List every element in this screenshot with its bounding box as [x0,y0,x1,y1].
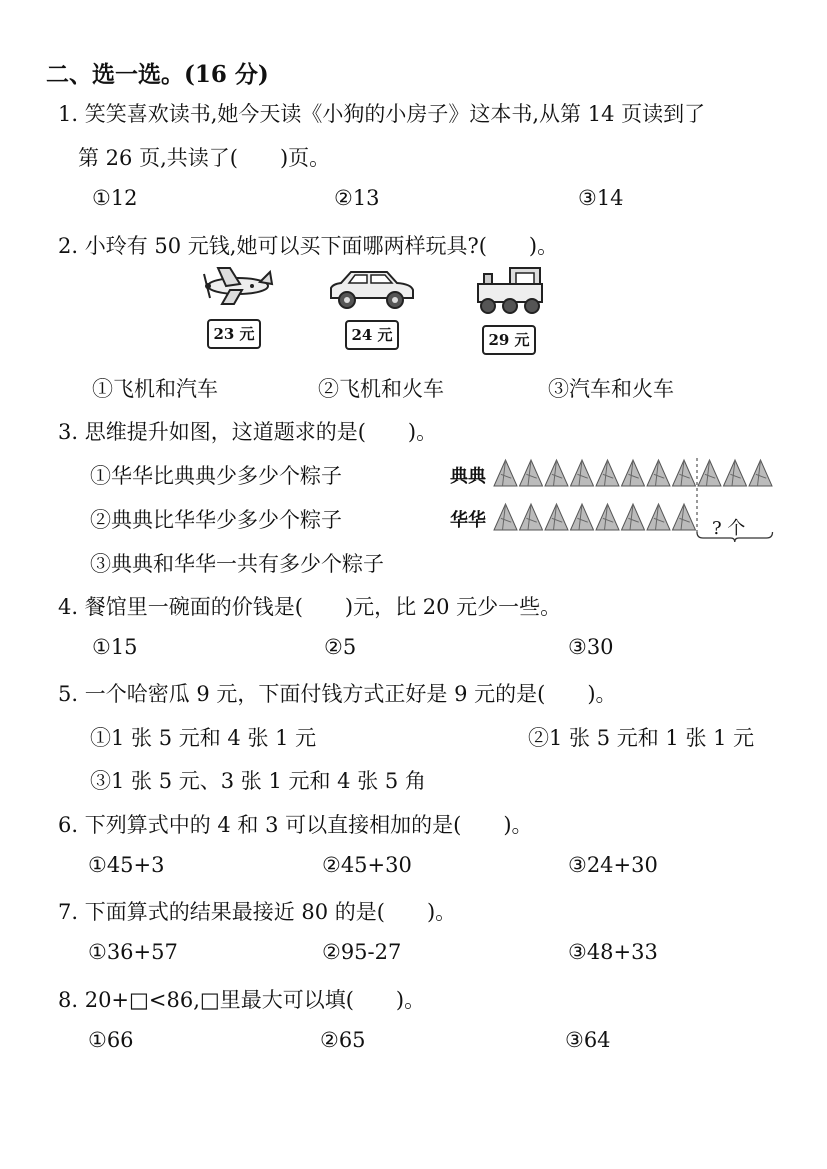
question-6-option-2[interactable]: ②45+30 [322,853,412,877]
train-icon [470,264,550,318]
question-8-option-1[interactable]: ①66 [88,1028,134,1052]
question-5-option-2[interactable]: ②1 张 5 元和 1 张 1 元 [528,726,755,750]
zongzi-row2 [494,504,517,530]
question-5-option-1[interactable]: ①1 张 5 元和 4 张 1 元 [90,726,317,750]
question-3-option-2[interactable]: ②典典比华华少多少个粽子 [90,508,342,532]
question-8-option-3[interactable]: ③64 [565,1028,611,1052]
zongzi-row2 [520,504,543,530]
question-1-option-2[interactable]: ②13 [334,186,380,210]
question-6-option-3[interactable]: ③24+30 [568,853,658,877]
question-7-text: 7. 下面算式的结果最接近 80 的是( )。 [58,900,457,924]
zongzi-row1 [571,460,594,486]
question-3-option-3[interactable]: ③典典和华华一共有多少个粽子 [90,552,384,576]
figure-brace-label: ? 个 [712,518,746,539]
zongzi-row2 [673,504,696,530]
zongzi-row1 [698,460,721,486]
car-icon [325,266,417,312]
car-price: 24 元 [345,320,399,350]
question-4-text: 4. 餐馆里一碗面的价钱是( )元，比 20 元少一些。 [58,595,562,619]
zongzi-row1 [545,460,568,486]
question-2-option-3[interactable]: ③汽车和火车 [548,377,674,401]
question-6-text: 6. 下列算式中的 4 和 3 可以直接相加的是( )。 [58,813,533,837]
question-4-option-1[interactable]: ①15 [92,635,138,659]
question-1-option-1[interactable]: ①12 [92,186,138,210]
question-1-text-cont: 第 26 页,共读了( )页。 [78,146,331,170]
question-6-option-1[interactable]: ①45+3 [88,853,165,877]
question-1-text: 1. 笑笑喜欢读书,她今天读《小狗的小房子》这本书,从第 14 页读到了 [58,102,706,126]
zongzi-row1 [673,460,696,486]
zongzi-row1 [749,460,772,486]
zongzi-row1 [622,460,645,486]
question-5-text: 5. 一个哈密瓜 9 元，下面付钱方式正好是 9 元的是( )。 [58,682,617,706]
zongzi-row1 [647,460,670,486]
question-2-option-1[interactable]: ①飞机和汽车 [92,377,218,401]
question-3-option-1[interactable]: ①华华比典典少多少个粽子 [90,464,342,488]
zongzi-row2 [622,504,645,530]
question-7-option-2[interactable]: ②95-27 [322,940,402,964]
airplane-price: 23 元 [207,319,261,349]
train-price: 29 元 [482,325,536,355]
question-3-text: 3. 思维提升如图，这道题求的是( )。 [58,420,438,444]
section-title: 二、选一选。(16 分) [46,61,269,88]
question-1-option-3[interactable]: ③14 [578,186,624,210]
question-7-option-1[interactable]: ①36+57 [88,940,178,964]
zongzi-row2 [647,504,670,530]
question-4-option-3[interactable]: ③30 [568,635,614,659]
question-2-text: 2. 小玲有 50 元钱,她可以买下面哪两样玩具?( )。 [58,234,559,258]
question-5-option-3[interactable]: ③1 张 5 元、3 张 1 元和 4 张 5 角 [90,769,426,793]
zongzi-row1 [724,460,747,486]
figure-row-2-label: 华华 [450,510,486,531]
zongzi-row1 [596,460,619,486]
zongzi-row2 [596,504,619,530]
question-8-text: 8. 20+□<86,□里最大可以填( )。 [58,988,426,1012]
question-7-option-3[interactable]: ③48+33 [568,940,658,964]
question-4-option-2[interactable]: ②5 [324,635,357,659]
zongzi-row1 [520,460,543,486]
zongzi-row2 [545,504,568,530]
airplane-icon [196,262,276,310]
question-2-option-2[interactable]: ②飞机和火车 [318,377,444,401]
zongzi-row2 [571,504,594,530]
zongzi-row1 [494,460,517,486]
figure-row-1-label: 典典 [450,466,486,487]
question-8-option-2[interactable]: ②65 [320,1028,366,1052]
